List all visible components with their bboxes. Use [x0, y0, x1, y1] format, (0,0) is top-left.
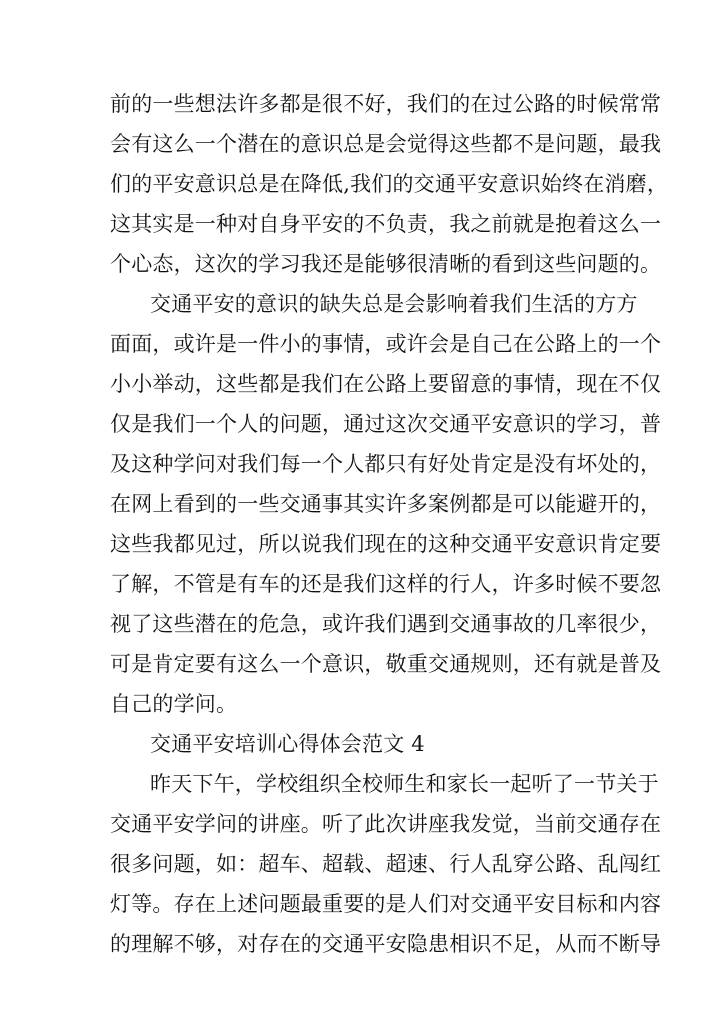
body-text-line: 交通平安学问的讲座。听了此次讲座我发觉，当前交通存在: [110, 812, 662, 836]
body-text-line: 视了这些潜在的危急，或许我们遇到交通事故的几率很少，: [110, 612, 662, 636]
paragraph-first-line: 昨天下午，学校组织全校师生和家长一起听了一节关于: [150, 772, 659, 796]
body-text-line: 的理解不够，对存在的交通平安隐患相识不足，从而不断导: [110, 932, 662, 956]
body-text-line: 了解，不管是有车的还是我们这样的行人，许多时候不要忽: [110, 572, 662, 596]
body-text-line: 小小举动，这些都是我们在公路上要留意的事情，现在不仅: [110, 372, 662, 396]
section-heading: 交通平安培训心得体会范文 4: [150, 732, 425, 756]
body-text-line: 这些我都见过，所以说我们现在的这种交通平安意识肯定要: [110, 532, 662, 556]
paragraph-first-line: 交通平安的意识的缺失总是会影响着我们生活的方方: [150, 292, 638, 316]
body-text-line: 自己的学问。: [110, 692, 238, 716]
body-text-line: 这其实是一种对自身平安的不负责，我之前就是抱着这么一: [110, 212, 662, 236]
body-text-line: 会有这么一个潜在的意识总是会觉得这些都不是问题，最我: [110, 132, 662, 156]
body-text-line: 及这种学问对我们每一个人都只有好处肯定是没有坏处的，: [110, 452, 662, 476]
body-text-line: 们的平安意识总是在降低,我们的交通平安意识始终在消磨，: [110, 172, 669, 196]
body-text-line: 面面，或许是一件小的事情，或许会是自己在公路上的一个: [110, 332, 662, 356]
body-text-line: 前的一些想法许多都是很不好，我们的在过公路的时候常常: [110, 92, 662, 116]
body-text-line: 在网上看到的一些交通事其实许多案例都是可以能避开的，: [110, 492, 662, 516]
body-text-line: 仅是我们一个人的问题，通过这次交通平安意识的学习，普: [110, 412, 662, 436]
body-text-line: 个心态，这次的学习我还是能够很清晰的看到这些问题的。: [110, 252, 662, 276]
body-text-line: 灯等。存在上述问题最重要的是人们对交通平安目标和内容: [110, 892, 662, 916]
body-text-line: 可是肯定要有这么一个意识，敬重交通规则，还有就是普及: [110, 652, 662, 676]
body-text-line: 很多问题，如：超车、超载、超速、行人乱穿公路、乱闯红: [110, 852, 662, 876]
